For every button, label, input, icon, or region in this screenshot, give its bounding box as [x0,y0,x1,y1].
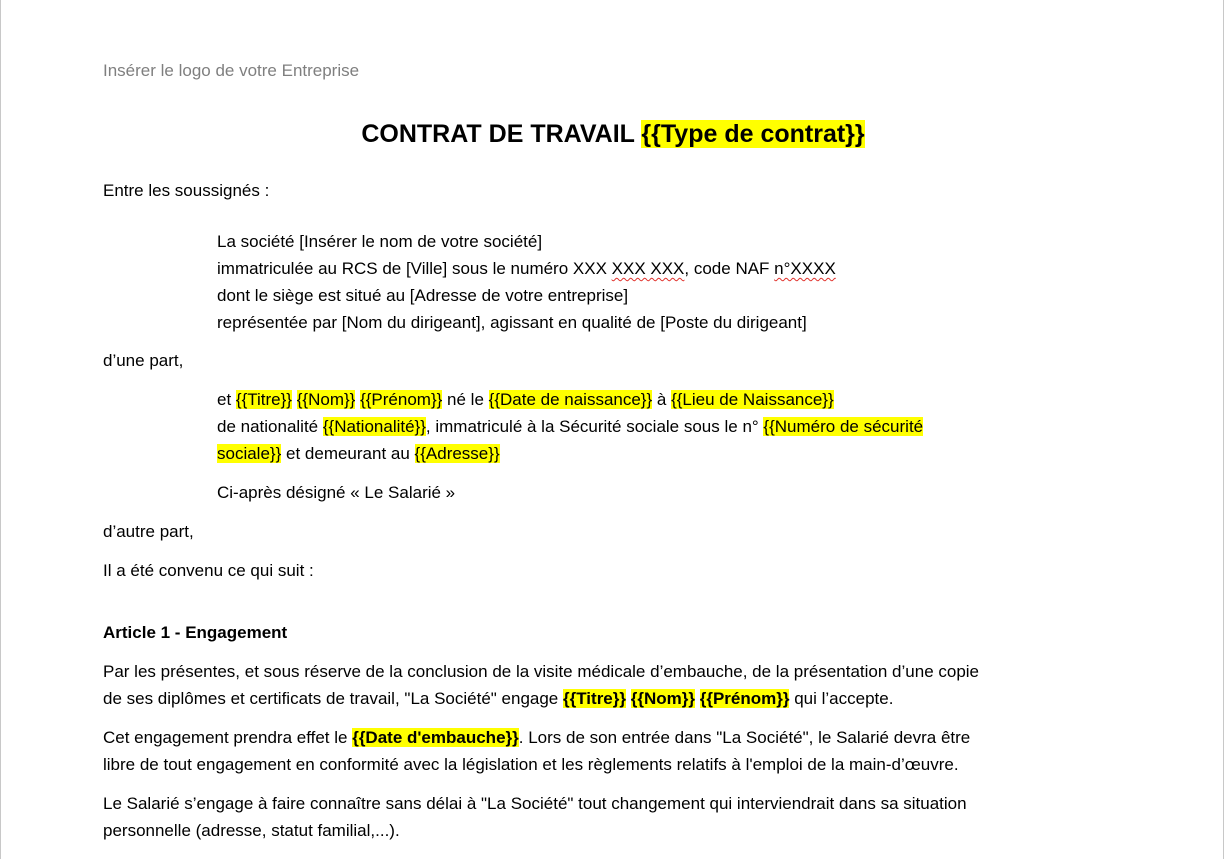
rcs-text: immatriculée au RCS de [Ville] sous le numéro XXX [217,259,612,278]
article-1-p3-line2: personnelle (adresse, statut familial,...). [103,821,400,840]
at-text: à [652,390,672,409]
title-text: CONTRAT DE TRAVAIL [361,120,642,148]
one-part-text: d’une part, [103,351,184,370]
company-representative-line: représentée par [Nom du dirigeant], agissant en qualité de [Poste du dirigeant] [217,313,807,332]
social-security-text: , immatriculé à la Sécurité sociale sous le n° [425,417,764,436]
prenom-field: {{Prénom}} [699,689,790,708]
intro-text: Entre les soussignés : [103,181,270,200]
employee-designation: Ci-après désigné « Le Salarié » [217,483,456,502]
article-1-p3-line1: Le Salarié s’engage à faire connaître sans délai à "La Société" tout changement qui interviendrait dans sa situation [103,794,967,813]
company-rcs-line [217,257,836,281]
other-part-text: d’autre part, [103,522,194,541]
and-text: et [217,390,236,409]
employee-address-line [217,442,500,466]
employee-nationality-line [217,415,923,439]
hire-date-field: {{Date d'embauche}} [352,728,519,747]
residing-text: et demeurant au [281,444,415,463]
rcs-number-spellcheck: XXX XXX [611,259,685,278]
prenom-field: {{Prénom}} [360,390,443,409]
birth-date-field: {{Date de naissance}} [488,390,653,409]
entry-text: . Lors de son entrée dans "La Société", le Salarié devra être [518,728,971,747]
article-1-p1-line2 [103,687,893,711]
titre-field: {{Titre}} [563,689,626,708]
nom-field: {{Nom}} [296,390,356,409]
accept-text: qui l’accepte. [789,689,894,708]
naf-label: , code NAF [684,259,775,278]
nationality-field: {{Nationalité}} [322,417,426,436]
contract-type-field: {{Type de contrat}} [641,120,865,148]
address-field: {{Adresse}} [414,444,500,463]
nom-field: {{Nom}} [630,689,695,708]
social-security-number-field-cont: sociale}} [217,444,282,463]
born-on-text: né le [442,390,489,409]
social-security-number-field: {{Numéro de sécurité [763,417,924,436]
logo-placeholder: Insérer le logo de votre Entreprise [103,61,360,80]
company-address-line: dont le siège est situé au [Adresse de votre entreprise] [217,286,629,305]
nationality-label: de nationalité [217,417,323,436]
agreed-text: Il a été convenu ce qui suit : [103,561,314,580]
article-1-heading: Article 1 - Engagement [103,623,288,642]
employee-identity-line [217,388,834,412]
company-name-line: La société [Insérer le nom de votre société] [217,232,543,251]
effective-text: Cet engagement prendra effet le [103,728,353,747]
article-1-p2-line2: libre de tout engagement en conformité avec la législation et les règlements relatifs à l'emploi de la main-d’œuvre. [103,755,959,774]
titre-field: {{Titre}} [235,390,292,409]
article-1-p2-line1 [103,726,970,750]
naf-code-spellcheck: n°XXXX [774,259,836,278]
article-1-p1-line1: Par les présentes, et sous réserve de la conclusion de la visite médicale d’embauche, de la présentation d’une copie [103,662,980,681]
birth-place-field: {{Lieu de Naissance}} [671,390,834,409]
engagement-text: de ses diplômes et certificats de travail, "La Société" engage [103,689,563,708]
contract-title [1,116,1224,152]
